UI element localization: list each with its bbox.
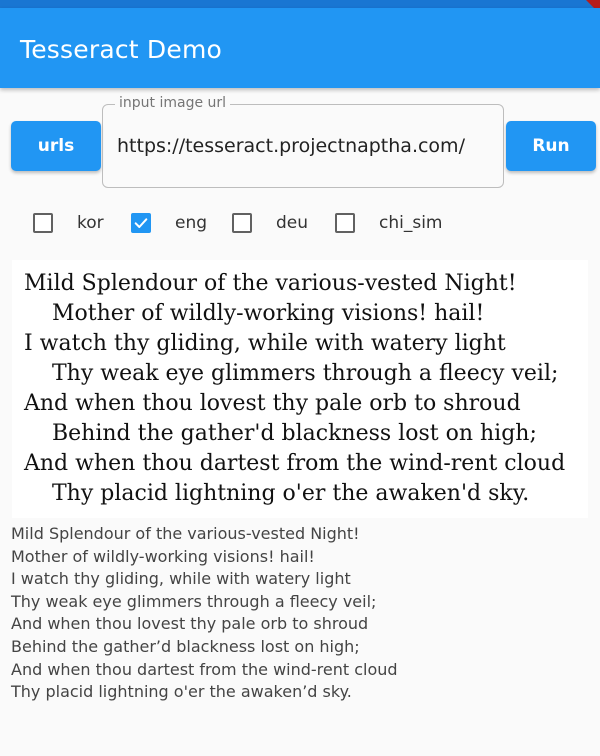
checkbox-eng[interactable] — [131, 213, 151, 233]
language-option-kor — [33, 207, 104, 239]
image-text-line: Thy weak eye glimmers through a fleecy veil; — [52, 361, 559, 386]
image-text-line: And when thou dartest from the wind-rent cloud — [24, 451, 566, 476]
ocr-line: Mother of wildly-working visions! hail! — [11, 546, 315, 566]
status-bar — [0, 0, 600, 8]
image-text-line: I watch thy gliding, while with watery light — [24, 331, 506, 356]
language-option-eng — [131, 207, 207, 239]
app-title: Tesseract Demo — [20, 35, 223, 64]
ocr-result — [11, 523, 591, 704]
image-text-line: Mother of wildly-working visions! hail! — [52, 301, 485, 326]
ocr-line: Behind the gather’d blackness lost on high; — [11, 636, 360, 656]
image-text-line: Thy placid lightning o'er the awaken'd sky. — [52, 481, 530, 506]
language-label-eng: eng — [175, 213, 208, 233]
checkbox-chi-sim[interactable] — [335, 213, 355, 233]
ocr-line: I watch thy gliding, while with watery light — [11, 569, 351, 589]
urls-button[interactable]: urls — [11, 121, 101, 171]
run-button[interactable]: Run — [506, 121, 596, 171]
image-text-line: Behind the gather'd blackness lost on high; — [52, 421, 537, 446]
ocr-line: And when thou lovest thy pale orb to shroud — [11, 614, 369, 634]
url-field — [102, 95, 504, 188]
check-icon — [133, 215, 149, 231]
url-field-label: input image url — [115, 95, 230, 111]
language-label-chi-sim: chi_sim — [379, 213, 443, 233]
url-input[interactable] — [117, 133, 489, 159]
checkbox-kor[interactable] — [33, 213, 53, 233]
language-options — [0, 207, 600, 239]
input-image — [12, 260, 588, 518]
ocr-line: And when thou dartest from the wind-rent cloud — [11, 659, 398, 679]
checkbox-deu[interactable] — [232, 213, 252, 233]
image-text-line: Mild Splendour of the various-vested Night! — [24, 271, 517, 296]
ocr-line: Mild Splendour of the various-vested Night! — [11, 524, 360, 543]
language-label-deu: deu — [276, 213, 309, 233]
language-label-kor: kor — [77, 213, 104, 233]
ocr-line: Thy weak eye glimmers through a fleecy veil; — [11, 591, 377, 611]
language-option-deu — [232, 207, 308, 239]
app-bar — [0, 8, 600, 88]
image-text-line: And when thou lovest thy pale orb to shroud — [24, 391, 521, 416]
ocr-line: Thy placid lightning o'er the awaken’d sky. — [11, 682, 352, 702]
language-option-chi-sim — [335, 207, 442, 239]
